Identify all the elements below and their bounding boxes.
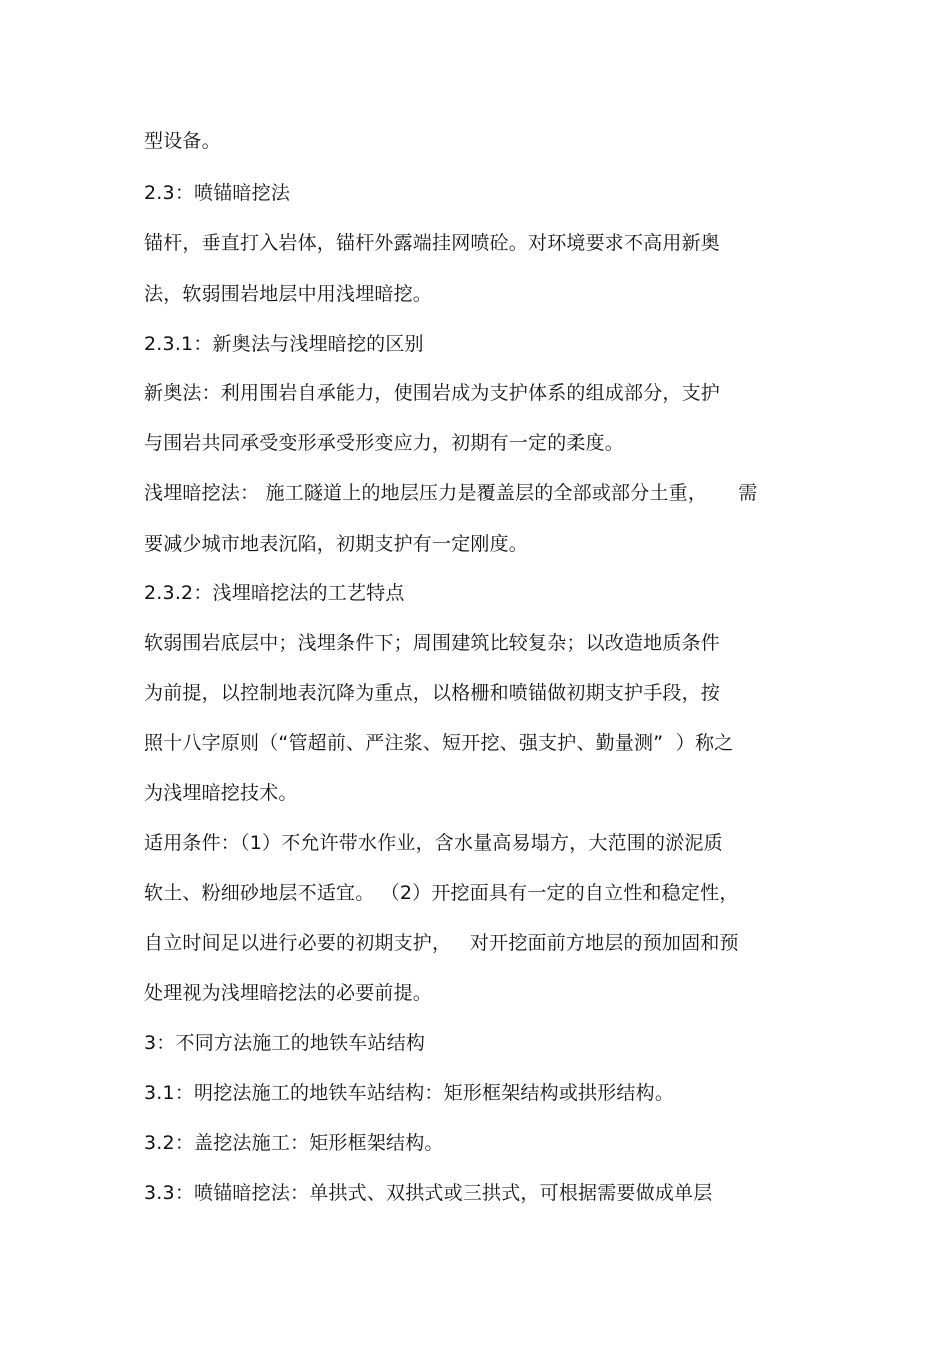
text-line: 浅埋暗挖法： 施工隧道上的地层压力是覆盖层的全部或部分土重， 需	[144, 482, 758, 504]
text-line: 自立时间足以进行必要的初期支护， 对开挖面前方地层的预加固和预	[144, 932, 739, 954]
text-line: 与围岩共同承受变形承受形变应力，初期有一定的柔度。	[144, 432, 625, 454]
text-line: 锚杆，垂直打入岩体，锚杆外露端挂网喷砼。对环境要求不高用新奥	[144, 232, 721, 254]
text-line: 软土、粉细砂地层不适宜。 （2）开挖面具有一定的自立性和稳定性，	[144, 882, 739, 904]
section-heading: 2.3：喷锚暗挖法	[144, 182, 291, 204]
text-line: 处理视为浅埋暗挖法的必要前提。	[144, 982, 433, 1004]
text-line: 适用条件：（1）不允许带水作业，含水量高易塌方，大范围的淤泥质	[144, 832, 723, 854]
text-line: 型设备。	[144, 130, 221, 152]
text-line: 照十八字原则（“管超前、严注浆、短开挖、强支护、勤量测” ）称之	[144, 732, 734, 754]
text-line: 软弱围岩底层中；浅埋条件下；周围建筑比较复杂；以改造地质条件	[144, 632, 721, 654]
text-line: 新奥法：利用围岩自承能力，使围岩成为支护体系的组成部分，支护	[144, 382, 721, 404]
text-line: 要减少城市地表沉陷，初期支护有一定刚度。	[144, 533, 529, 555]
text-line: 3.1：明挖法施工的地铁车站结构：矩形框架结构或拱形结构。	[144, 1082, 675, 1104]
text-line: 为前提，以控制地表沉降为重点，以格栅和喷锚做初期支护手段，按	[144, 682, 721, 704]
text-line: 为浅埋暗挖技术。	[144, 782, 298, 804]
text-line: 3.2：盖挖法施工：矩形框架结构。	[144, 1132, 444, 1154]
text-line: 3.3：喷锚暗挖法：单拱式、双拱式或三拱式，可根据需要做成单层	[144, 1182, 713, 1204]
section-heading: 3：不同方法施工的地铁车站结构	[144, 1032, 426, 1054]
text-line: 法，软弱围岩地层中用浅埋暗挖。	[144, 283, 433, 305]
section-heading: 2.3.2：浅埋暗挖法的工艺特点	[144, 582, 405, 604]
section-heading: 2.3.1：新奥法与浅埋暗挖的区别	[144, 333, 424, 355]
